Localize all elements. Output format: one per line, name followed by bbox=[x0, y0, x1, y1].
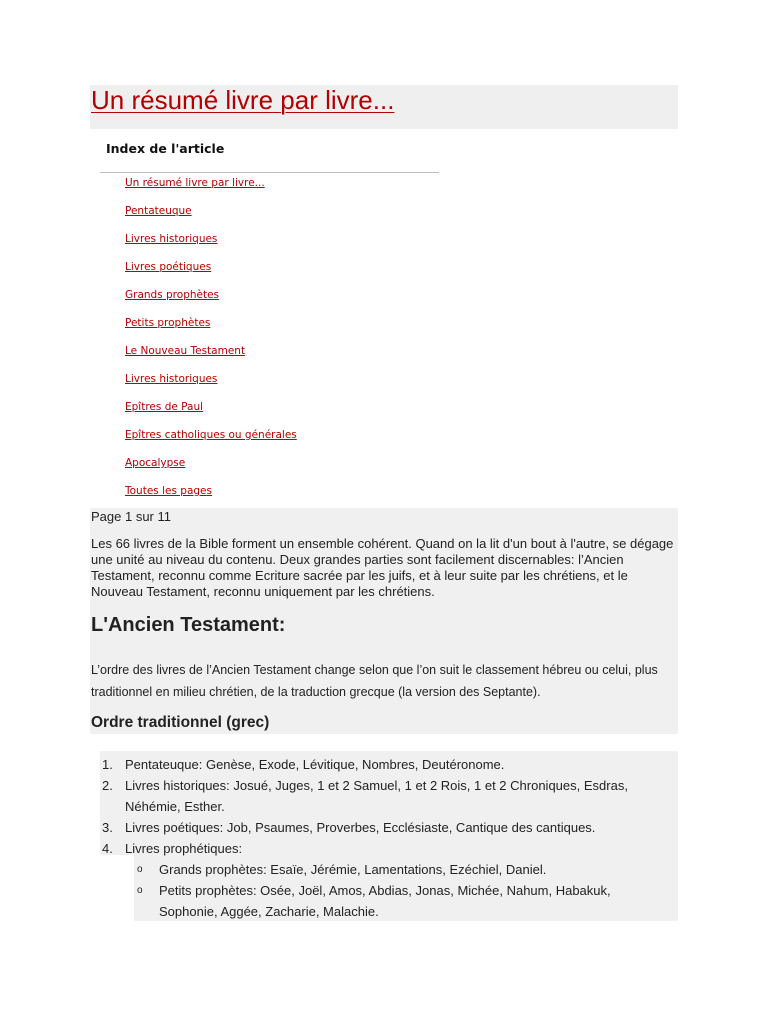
list-item bbox=[102, 754, 672, 775]
list-item bbox=[102, 838, 672, 922]
index-divider bbox=[100, 172, 439, 173]
list-item-text: Pentateuque: Genèse, Exode, Lévitique, Nombres, Deutéronome. bbox=[125, 757, 505, 772]
page-title[interactable]: Un résumé livre par livre... bbox=[91, 85, 395, 115]
index-item bbox=[125, 482, 297, 510]
book-order-list bbox=[102, 754, 672, 922]
index-item bbox=[125, 454, 297, 482]
section-title: L'Ancien Testament: bbox=[91, 614, 286, 636]
index-item bbox=[125, 314, 297, 342]
sublist-item bbox=[137, 859, 672, 880]
index-item bbox=[125, 174, 297, 202]
index-item bbox=[125, 258, 297, 286]
subsection-title: Ordre traditionnel (grec) bbox=[91, 714, 270, 731]
intro-paragraph: Les 66 livres de la Bible forment un ensemble cohérent. Quand on la lit d'un bout à l'autre, se dégage une unité au niveau du contenu. Deux grandes parties sont facilement discernables: l’Ancien Testament, reconnu comme Ecriture sacrée par les juifs, et à leur suite par les chrétiens, et le Nouveau Testament, reconnu uniquement par les chrétiens. bbox=[91, 536, 674, 599]
index-link-resume[interactable]: Un résumé livre par livre... bbox=[125, 177, 265, 189]
index-link-livres-historiques[interactable]: Livres historiques bbox=[125, 233, 218, 245]
index-heading: Index de l'article bbox=[106, 141, 225, 156]
index-item bbox=[125, 286, 297, 314]
section-paragraph: L’ordre des livres de l’Ancien Testament change selon que l’on suit le classement hébreu ou celui, plus traditionnel en milieu chrétien, de la traduction grecque (la version des Septante). bbox=[91, 663, 658, 699]
article-index bbox=[125, 174, 297, 510]
index-link-livres-historiques-nt[interactable]: Livres historiques bbox=[125, 373, 218, 385]
index-link-nouveau-testament[interactable]: Le Nouveau Testament bbox=[125, 345, 246, 357]
index-link-epitres-de-paul[interactable]: Epîtres de Paul bbox=[125, 401, 204, 413]
list-item bbox=[102, 817, 672, 838]
index-link-apocalypse[interactable]: Apocalypse bbox=[125, 457, 186, 469]
list-item-text: Livres historiques: Josué, Juges, 1 et 2 Samuel, 1 et 2 Rois, 1 et 2 Chroniques, Esdras, Néhémie, Esther. bbox=[125, 778, 628, 814]
index-link-grands-prophetes[interactable]: Grands prophètes bbox=[125, 289, 220, 301]
index-item bbox=[125, 342, 297, 370]
index-item bbox=[125, 398, 297, 426]
page-counter: Page 1 sur 11 bbox=[91, 509, 171, 524]
index-link-livres-poetiques[interactable]: Livres poétiques bbox=[125, 261, 212, 273]
list-number: 1. bbox=[102, 757, 113, 772]
index-item bbox=[125, 370, 297, 398]
prophets-sublist bbox=[125, 859, 672, 922]
index-link-epitres-catholiques[interactable]: Epîtres catholiques ou générales bbox=[125, 429, 297, 441]
index-link-pentateuque[interactable]: Pentateuque bbox=[125, 205, 192, 217]
index-item bbox=[125, 230, 297, 258]
list-item-text: Livres prophétiques: bbox=[125, 841, 243, 856]
hollow-bullet-icon: o bbox=[137, 864, 143, 875]
list-number: 3. bbox=[102, 820, 113, 835]
hollow-bullet-icon: o bbox=[137, 885, 143, 896]
list-item bbox=[102, 775, 672, 817]
index-link-petits-prophetes[interactable]: Petits prophètes bbox=[125, 317, 211, 329]
list-number: 4. bbox=[102, 841, 113, 856]
index-link-toutes-les-pages[interactable]: Toutes les pages bbox=[125, 485, 212, 497]
sublist-item bbox=[137, 880, 672, 922]
list-item-text: Livres poétiques: Job, Psaumes, Proverbes, Ecclésiaste, Cantique des cantiques. bbox=[125, 820, 596, 835]
sublist-item-text: Grands prophètes: Esaïe, Jérémie, Lamentations, Ezéchiel, Daniel. bbox=[159, 862, 547, 877]
index-item bbox=[125, 202, 297, 230]
index-item bbox=[125, 426, 297, 454]
list-number: 2. bbox=[102, 778, 113, 793]
sublist-item-text: Petits prophètes: Osée, Joël, Amos, Abdias, Jonas, Michée, Nahum, Habakuk, Sophonie, Aggée, Zacharie, Malachie. bbox=[159, 883, 611, 919]
